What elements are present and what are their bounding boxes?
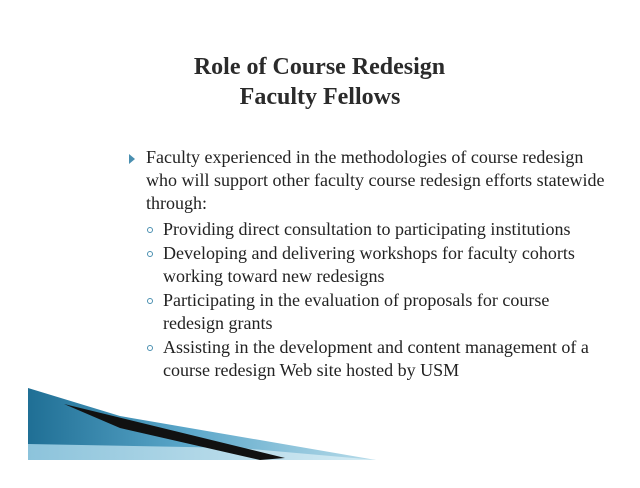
sub-bullet-item	[146, 336, 607, 382]
title-line-2: Faculty Fellows	[239, 84, 401, 110]
hollow-circle-icon	[147, 251, 153, 257]
sub-bullet-item	[146, 242, 607, 288]
sub-bullet-text: Assisting in the development and content management of a course redesign Web site hosted by USM	[163, 337, 589, 380]
sub-bullet-item	[146, 218, 607, 241]
sub-bullet-text: Participating in the evaluation of proposals for course redesign grants	[163, 290, 550, 333]
main-bullet-item	[127, 146, 607, 215]
bullet-list	[127, 146, 607, 383]
hollow-circle-icon	[147, 298, 153, 304]
sub-bullet-text: Providing direct consultation to participating institutions	[163, 219, 571, 239]
title-line-1: Role of Course Redesign	[193, 54, 446, 80]
sub-bullet-text: Developing and delivering workshops for faculty cohorts working toward new redesigns	[163, 243, 575, 286]
decorative-swoosh	[0, 388, 640, 488]
sub-bullet-item	[146, 289, 607, 335]
triangle-arrow-icon	[129, 154, 135, 164]
main-bullet-text: Faculty experienced in the methodologies of course redesign who will support other faculty course redesign efforts statewide through:	[146, 147, 605, 213]
sub-bullet-list	[127, 218, 607, 382]
hollow-circle-icon	[147, 345, 153, 351]
slide-title	[0, 52, 640, 112]
hollow-circle-icon	[147, 227, 153, 233]
